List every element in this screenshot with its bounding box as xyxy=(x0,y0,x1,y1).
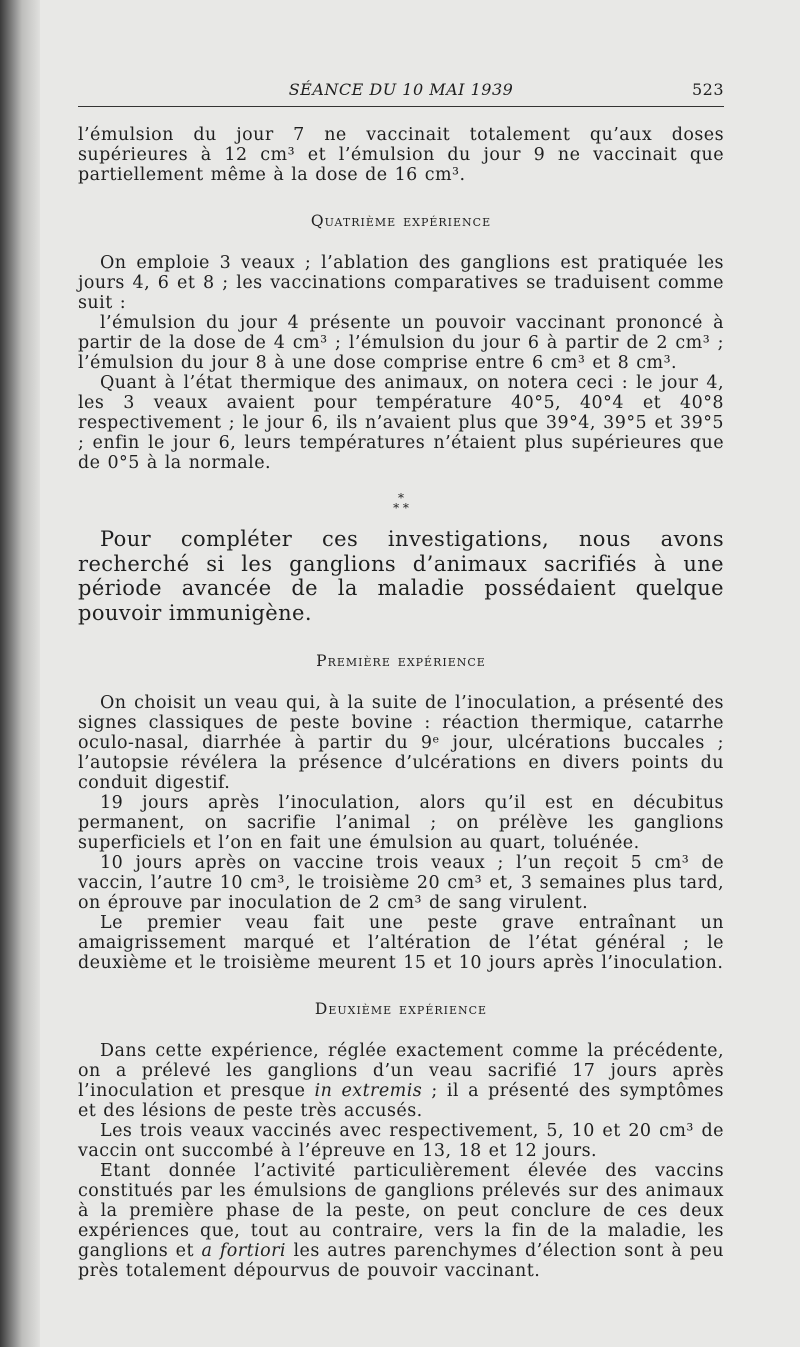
paragraph: l’émulsion du jour 4 présente un pouvoir vaccinant prononcé à partir de la dose de 4 cm³ ; l’émulsion du jour 6 à partir de 2 cm³ ; l’émulsion du jour 8 à une dose comprise entre 6 cm³ et 8 cm³. xyxy=(78,313,724,373)
section-heading-premiere: Première expérience xyxy=(316,652,486,670)
paragraph: Les trois veaux vaccinés avec respectivement, 5, 10 et 20 cm³ de vaccin ont succombé à l’épreuve en 13, 18 et 12 jours. xyxy=(78,1121,724,1161)
section-heading-deuxieme: Deuxième expérience xyxy=(314,1000,488,1018)
body-text-2 xyxy=(78,651,724,1281)
body-text xyxy=(78,125,724,473)
paragraph: Etant donnée l’activité particulièrement élevée des vaccins constitués par les émulsions de ganglions prélevés sur des animaux à la première phase de la peste, on peut conclure de ces deux expériences que, tout au contraire, vers la fin de la maladie, les ganglions et a fortiori les autres parenchymes d’élection sont à peu près totalement dépourvus de pouvoir vaccinant. xyxy=(78,1161,724,1281)
paragraph: On choisit un veau qui, à la suite de l’inoculation, a présenté des signes classiques de peste bovine : réaction thermique, catarrhe oculo-nasal, diarrhée à partir du 9ᵉ jour, ulcérations buccales ; l’autopsie révélera la présence d’ulcérations en divers points du conduit digestif. xyxy=(78,693,724,793)
latin-phrase: in extremis xyxy=(314,1081,423,1101)
paragraph: On emploie 3 veaux ; l’ablation des ganglions est pratiquée les jours 4, 6 et 8 ; les vaccinations comparatives se traduisent comme suit : xyxy=(78,253,724,313)
latin-phrase: a fortiori xyxy=(201,1241,286,1261)
summary-paragraph: Pour compléter ces investigations, nous avons recherché si les ganglions d’animaux sacrifiés à une période avancée de la maladie possédaient quelque pouvoir immunigène. xyxy=(78,527,724,625)
header-rule xyxy=(78,106,724,107)
paragraph: Quant à l’état thermique des animaux, on notera ceci : le jour 4, les 3 veaux avaient pour température 40°5, 40°4 et 40°8 respectivement ; le jour 6, ils n’avaient plus que 39°4, 39°5 et 39°5 ; enfin le jour 6, leurs températures n’étaient plus supérieures que de 0°5 à la normale. xyxy=(78,373,724,473)
section-heading-quatrieme: Quatrième expérience xyxy=(310,212,492,230)
paragraph: l’émulsion du jour 7 ne vaccinait totalement qu’aux doses supérieures à 12 cm³ et l’émulsion du jour 9 ne vaccinait que partiellement même à la dose de 16 cm³. xyxy=(78,125,724,185)
journal-page xyxy=(78,72,724,1281)
page-number: 523 xyxy=(691,80,724,99)
asterism: * * * xyxy=(393,491,409,515)
running-title: SÉANCE DU 10 MAI 1939 xyxy=(288,80,514,99)
paragraph: 10 jours après on vaccine trois veaux ; l’un reçoit 5 cm³ de vaccin, l’autre 10 cm³, le troisième 20 cm³ et, 3 semaines plus tard, on éprouve par inoculation de 2 cm³ de sang virulent. xyxy=(78,853,724,913)
running-header xyxy=(78,72,724,102)
paragraph: 19 jours après l’inoculation, alors qu’il est en décubitus permanent, on sacrifie l’animal ; on prélève les ganglions superficiels et l’on en fait une émulsion au quart, toluénée. xyxy=(78,793,724,853)
paragraph: Dans cette expérience, réglée exactement comme la précédente, on a prélevé les ganglions d’un veau sacrifié 17 jours après l’inoculation et presque in extremis ; il a présenté des symptômes et des lésions de peste très accusés. xyxy=(78,1041,724,1121)
paragraph: Le premier veau fait une peste grave entraînant un amaigrissement marqué et l’altération de l’état général ; le deuxième et le troisième meurent 15 et 10 jours après l’inoculation. xyxy=(78,913,724,973)
summary-text xyxy=(78,527,724,625)
scan-binding-shadow xyxy=(0,0,40,1347)
